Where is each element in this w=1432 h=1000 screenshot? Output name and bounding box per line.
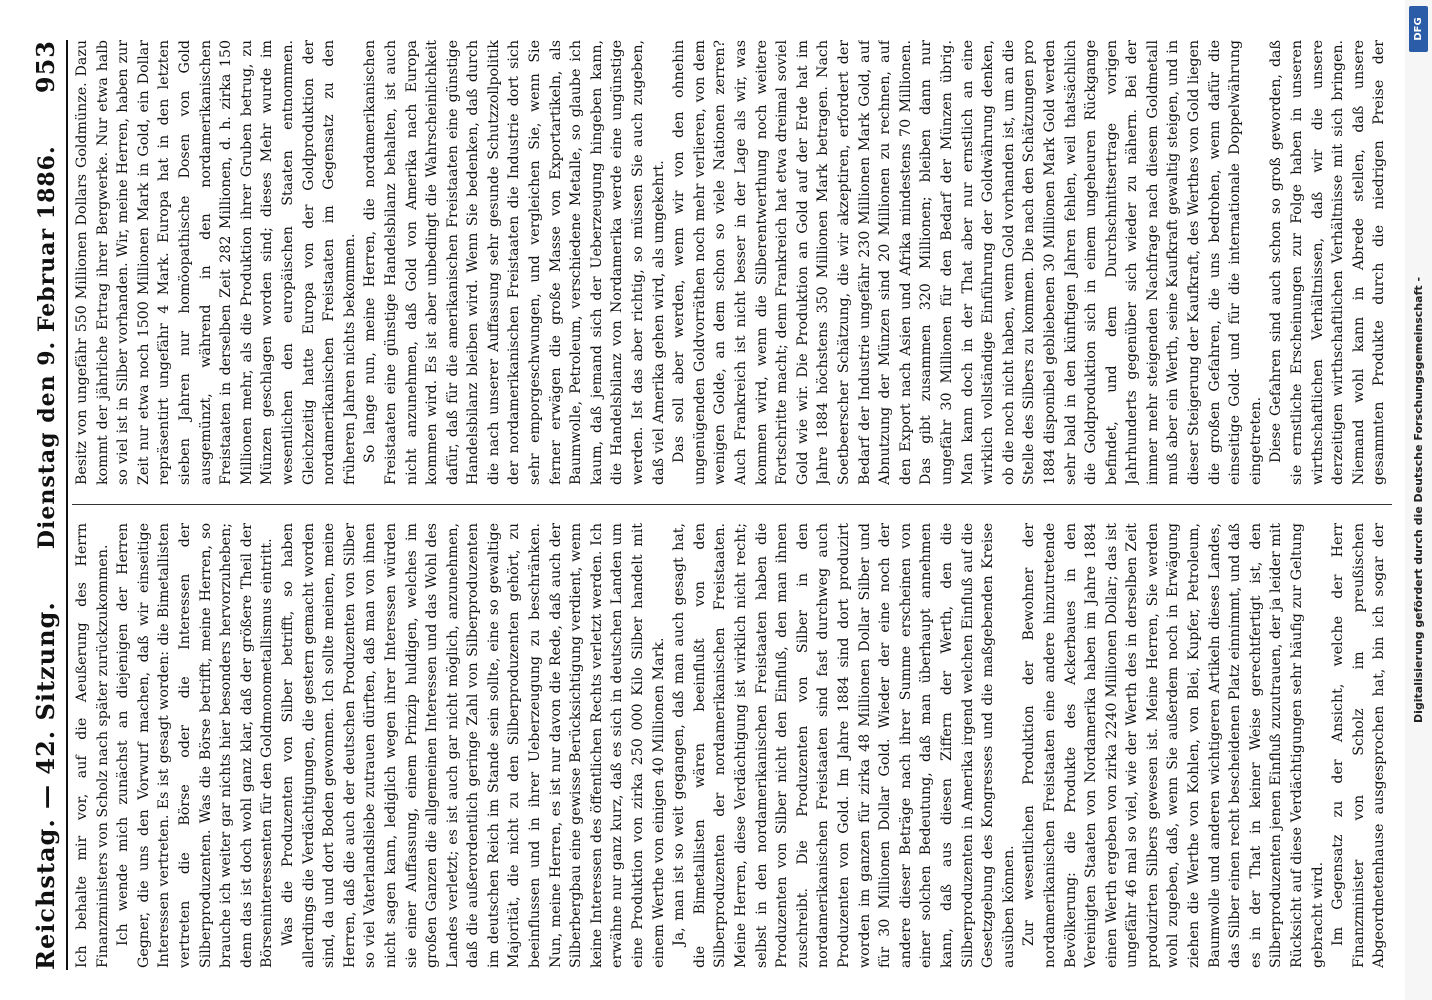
digitization-sidebar <box>1405 0 1432 1000</box>
running-head-left: Reichstag. — 42. Sitzung. <box>31 601 60 970</box>
paragraph: Ich behalte mir vor, auf die Aeußerung des Herrn Finanzministers von Scholz nach später zurückzukommen. <box>74 523 111 968</box>
page-header <box>18 40 68 970</box>
dfg-logo <box>1409 6 1428 52</box>
paragraph: Zur wesentlichen Produktion der Bewohner der nordamerikanischen Freistaaten eine andere hinzutretende Bevölkerung: die Produkte des Ackerbaues in den Vereinigten Staaten von Nordamerika haben im Jahre 1884 einen Werth ergeben von zirka 2240 Millionen Dollar; das ist ungefähr 46 mal so viel, wie der Werth des in derselben Zeit produzirten Silbers gewesen ist. Meine Herren, Sie werden wohl zugeben, daß, wenn Sie außerdem noch in Erwägung ziehen die Werthe von Kohlen, von Blei, Kupfer, Petroleum, Baumwolle und anderen wichtigeren Artikeln dieses Landes, das Silber einen recht bescheidenen Platz einnimmt, und daß es in der That in keiner Weise gerechtfertigt ist, den Silberproduzenten jenen Einfluß zuzutrauen, der ja leider mit Rücksicht auf diese Verdächtigungen sehr häufig zur Geltung gebracht wird. <box>1021 523 1326 968</box>
paragraph: Diese Gefahren sind auch schon so groß geworden, daß sie ernstliche Erscheinungen zur Folge haben in unseren wirthschaftlichen Verhältnissen, daß wir die unsere derzeitigen wirthschaftlichen Verhältnisse mit sich bringen. Niemand wohl kann in Abrede stellen, daß unsere gesammten Produkte durch die niedrigen Preise der <box>1268 40 1388 485</box>
text-column-left <box>72 523 1392 968</box>
sidebar-credit: Digitalisierung gefördert durch die Deutsche Forschungsgemeinschaft - <box>1412 276 1425 724</box>
paragraph: Im Gegensatz zu der Ansicht, welche der Herr Finanzminister von Scholz im preußischen Abgeordnetenhause ausgesprochen hat, bin ich sogar der <box>1330 523 1388 968</box>
paragraph: Ich wende mich zunächst an diejenigen der Herren Gegner, die uns den Vorwurf machen, daß wir einseitige Interessen vertreten. Es ist gesagt worden: die Bimetallisten vertreten die Börse oder die Interessen der Silberproduzenten. Was die Börse betrifft, meine Herren, so brauche ich weiter gar nichts hier besonders hervorzuheben; denn das ist doch wohl ganz klar, daß der größere Theil der Börseninteressenten für den Goldmonometallismus eintritt. <box>115 523 276 968</box>
paragraph: Besitz von ungefähr 550 Millionen Dollars Goldmünze. Dazu kommt der jährliche Ertrag ihrer Bergwerke. Nur etwa halb so viel ist in Silber vorhanden. Wir, meine Herren, haben zur Zeit nur etwa noch 1500 Millionen Mark in Gold, ein Dollar repräsentirt ungefähr 4 Mark. Europa hat in den letzten sieben Jahren nur homöopathische Dosen von Gold ausgemünzt, während in den nordamerikanischen Freistaaten in derselben Zeit 282 Millionen, d. h. zirka 150 Millionen mehr, als die Produktion ihrer Gruben betrug, zu Münzen geschlagen worden sind; dieses Mehr wurde im wesentlichen den europäischen Staaten entnommen. Gleichzeitig hatte Europa von der Goldproduktion der nordamerikanischen Freistaaten im Gegensatz zu den früheren Jahren nichts bekommen. <box>74 40 358 485</box>
dfg-logo-text: DFG <box>1413 17 1424 41</box>
paragraph: Ja, man ist so weit gegangen, daß man auch gesagt hat, die Bimetallisten wären beeinflußt von den Silberproduzenten der nordamerikanischen Freistaaten. Meine Herren, diese Verdächtigung ist wirklich nicht recht; selbst in den nordamerikanischen Freistaaten haben die Produzenten von Silber nicht den Einfluß, den man ihnen zuschreibt. Die Produzenten von Silber in den nordamerikanischen Freistaaten sind fast durchweg auch Produzenten von Gold. Im Jahre 1884 sind dort produzirt worden im ganzen für zirka 48 Millionen Dollar Silber und für 30 Millionen Dollar Gold. Wieder der eine noch der andere dieser Beträge nach ihrer Summe erscheinen von einer solchen Bedeutung, daß man überhaupt annehmen kann, daß aus diesen Ziffern der Werth, den die Silberproduzenten in Amerika irgend welchen Einfluß auf die Gesetzgebung des Kongresses und die maßgebenden Kreise ausüben können. <box>671 523 1017 968</box>
column-divider <box>72 504 1392 505</box>
page-number: 953 <box>31 40 60 94</box>
running-head-date: Dienstag den 9. Februar 1886. <box>34 145 60 550</box>
paragraph: Das soll aber werden, wenn wir von den ohnehin ungenügenden Goldvorräthen noch mehr verlieren, von dem wenigen Golde, an dem schon so viele Nationen zerren? Auch Frankreich ist nicht besser in der Lage als wir, was kommen wird, wenn die Silberentwerthung noch weitere Fortschritte macht; denn Frankreich hat etwa dreimal soviel Gold wie wir. Die Produktion an Gold auf der Erde hat im Jahre 1884 höchstens 350 Millionen Mark betragen. Nach Soetbeerscher Schätzung, die wir akzeptiren, erfordert der Bedarf der Industrie ungefähr 230 Millionen Mark Gold, auf Abnutzung der Münzen sind 20 Millionen zu rechnen, auf den Export nach Asien und Afrika mindestens 70 Millionen. Das gibt zusammen 320 Millionen; bleiben dann nur ungefähr 30 Millionen für den Bedarf der Münzen übrig. Man kann doch in der That aber nur ernstlich an eine wirklich vollständige Einführung der Goldwährung denken, ob die noch nicht haben, wenn Gold vorhanden ist, um an die Stelle des Silbers zu kommen. Die nach den Schätzungen pro 1884 disponibel gebliebenen 30 Millionen Mark Gold werden sehr bald in den künftigen Jahren fehlen, weil thatsächlich die Goldproduktion sich in einem ungeheuren Rückgange befindet, und dem Durchschnittsertrage vorigen Jahrhunderts gegenüber sich wieder zu nähern. Bei der immer mehr steigenden Nachfrage nach diesem Goldmetall muß aber ein Werth, seine Kaufkraft gewaltig steigen, und in dieser Steigerung der Kaufkraft, des Werthes von Gold liegen die großen Gefahren, die uns bedrohen, wenn dafür die einseitige Gold- und für die internationale Doppelwährung eingetreten. <box>671 40 1264 485</box>
paragraph: So lange nun, meine Herren, die nordamerikanischen Freistaaten eine günstige Handelsbilanz behalten, ist auch nicht anzunehmen, daß Gold von Amerika nach Europa kommen wird. Es ist aber unbedingt die Wahrscheinlichkeit dafür, daß für die amerikanischen Freistaaten eine günstige Handelsbilanz bleiben wird. Wenn Sie bedenken, daß durch die nach unserer Auffassung sehr gesunde Schutzzollpolitik der nordamerikanischen Freistaaten die Industrie dort sich sehr emporgeschwungen, und vergleichen Sie, wenn Sie ferner erwägen die große Masse von Exportartikeln, als Baumwolle, Petroleum, verschiedene Metalle, so glaube ich kaum, daß jemand sich der Ueberzeugung hingeben kann, die Handelsbilanz von Nordamerika werde eine ungünstige werden. Ist das aber richtig, so müssen Sie auch zugeben, daß viel Amerika gehen wird, als umgekehrt. <box>362 40 667 485</box>
paragraph: Was die Produzenten von Silber betrifft, so haben allerdings die Verdächtigungen, die gestern gemacht worden sind, da und dort Boden gewonnen. Ich sollte meinen, meine Herren, daß die auch der deutschen Produzenten von Silber so viel Vaterlandsliebe zutrauen dürften, daß man von ihnen nicht sagen kann, lediglich wegen ihrer Interessen würden sie einer Auffassung, einem Prinzip huldigen, welches im großen Ganzen die allgemeinen Interessen und das Wohl des Landes verletzt; es ist auch gar nicht möglich, anzunehmen, daß die außerordentlich geringe Zahl von Silberproduzenten im deutschen Reich im Stande sein sollte, eine so gewaltige Majorität, die nicht zu den Silberproduzenten gehört, zu beeinflussen und in ihrer Ueberzeugung zu beschränken. Nun, meine Herren, es ist nur davon die Rede, daß auch der Silberbergbau eine gewisse Berücksichtigung verdient, wenn keine Interessen des öffentlichen Rechts verletzt werden. Ich erwähne nur ganz kurz, daß es sich in deutschen Landen um eine Produktion von zirka 250 000 Kilo Silber handelt mit einem Werthe von einigen 40 Millionen Mark. <box>279 523 667 968</box>
text-column-right <box>72 40 1392 485</box>
